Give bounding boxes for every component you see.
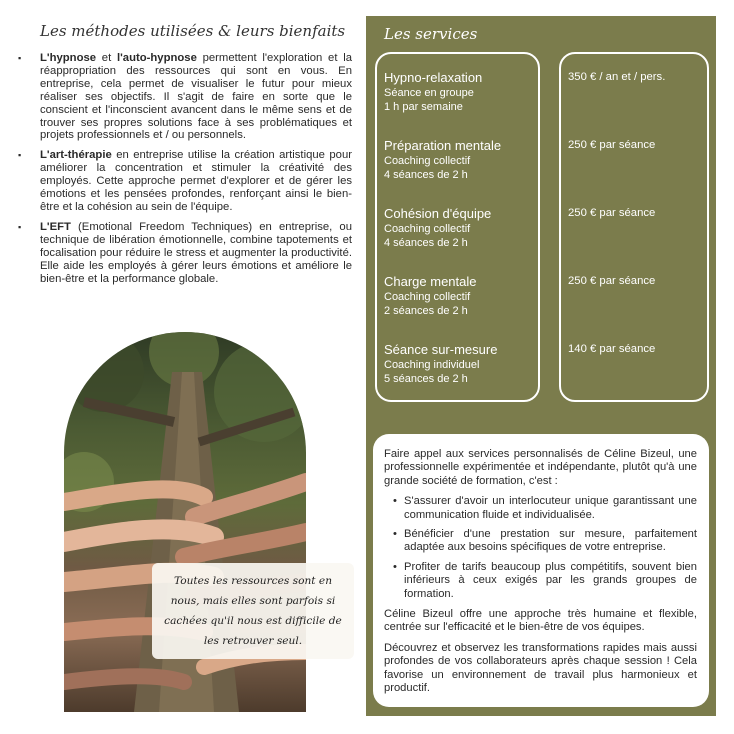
service-name: Charge mentale — [384, 274, 477, 289]
advantage-item — [384, 528, 697, 555]
method-art-therapie — [18, 149, 352, 214]
service-detail: 4 séances de 2 h — [384, 169, 468, 181]
service-detail: Coaching collectif — [384, 291, 471, 303]
service-detail: Coaching collectif — [384, 223, 471, 235]
service-detail: 5 séances de 2 h — [384, 373, 468, 385]
method-eft-text: (Emotional Freedom Techniques) en entreprise, ou technique de libération émotionnelle, combine tapotements et focalisation pour réduire le stress et augmenter la productivité. Elle aide les employés à gérer leurs émotions et améliore le bien-être et la performance globale. — [40, 220, 352, 285]
method-art-therapie-label: L'art-thérapie — [40, 149, 112, 162]
advantages-intro: Faire appel aux services personnalisés de Céline Bizeul, une professionnelle expérimentée et indépendante, plutôt qu'à une grande société de formation, c'est : — [384, 448, 697, 487]
advantage-item — [384, 561, 697, 601]
service-sur-mesure — [384, 342, 497, 386]
bullet-icon: ▪ — [18, 150, 22, 161]
service-name: Séance sur-mesure — [384, 342, 498, 357]
service-detail: Coaching collectif — [384, 155, 471, 167]
method-eft-label: L'EFT — [40, 220, 71, 233]
price-hypno-relaxation: 350 € / an et / pers. — [568, 71, 666, 83]
advantage-item — [384, 495, 697, 522]
quote-card — [152, 563, 354, 659]
method-art-therapie-text: en entreprise utilise la création artistique pour améliorer la concentration et stimuler la créativité des employés. Cette approche permet d'explorer et de gérer les émotions et les pensées profondes, renforçant ainsi le bien-être et la cohésion au sein de l'équipe. — [40, 149, 352, 213]
method-eft — [18, 221, 352, 286]
advantage-text: Bénéficier d'une prestation sur mesure, parfaitement adaptée aux besoins spécifiques de votre entreprise. — [404, 528, 697, 554]
bullet-icon: ▪ — [18, 221, 22, 232]
service-cohesion-equipe — [384, 206, 491, 250]
service-preparation-mentale — [384, 138, 501, 182]
bullet-icon: • — [393, 495, 397, 508]
advantages-card — [373, 434, 709, 707]
method-autohypnose-label: l'auto-hypnose — [116, 52, 197, 64]
service-hypno-relaxation — [384, 70, 482, 114]
method-hypnose-label: L'hypnose — [40, 52, 97, 64]
service-name: Cohésion d'équipe — [384, 206, 492, 221]
advantage-text: Profiter de tarifs beaucoup plus compétitifs, souvent bien inférieurs à ceux exigés par les grands groupes de formation. — [404, 560, 697, 600]
methods-list — [18, 52, 352, 292]
service-detail: 2 séances de 2 h — [384, 305, 468, 317]
price-preparation-mentale: 250 € par séance — [568, 139, 656, 151]
service-charge-mentale — [384, 274, 477, 318]
discover-paragraph: Découvrez et observez les transformations rapides mais aussi profondes de vos collaborateurs après chaque session ! Cela favorise un environnement de travail plus harmonieux et productif. — [384, 641, 697, 695]
methods-title: Les méthodes utilisées & leurs bienfaits — [40, 22, 346, 40]
bullet-icon: • — [393, 528, 397, 541]
price-charge-mentale: 250 € par séance — [568, 275, 656, 287]
approach-paragraph: Céline Bizeul offre une approche très humaine et flexible, centrée sur l'efficacité et le bien-être de vos équipes. — [384, 608, 697, 634]
bullet-icon: • — [393, 560, 397, 573]
price-sur-mesure: 140 € par séance — [568, 343, 656, 355]
advantages-list — [384, 495, 697, 601]
method-hypnose — [18, 52, 352, 142]
service-detail: 4 séances de 2 h — [384, 237, 468, 249]
service-detail: Coaching individuel — [384, 359, 480, 371]
service-name: Hypno-relaxation — [384, 70, 483, 85]
price-cohesion-equipe: 250 € par séance — [568, 207, 656, 219]
service-detail: Séance en groupe — [384, 87, 474, 99]
advantage-text: S'assurer d'avoir un interlocuteur unique garantissant une communication fluide et individualisée. — [404, 495, 697, 521]
services-title: Les services — [384, 25, 478, 43]
quote-text: Toutes les ressources sont en nous, mais elles sont parfois si cachées qu'il nous est difficile de les retrouver seul. — [164, 575, 342, 647]
method-hypnose-text: permettent l'exploration et la réappropriation des ressources qui sont en vous. En entreprise, cela permet de visualiser le futur pour mieux réaliser ses objectifs. Il s'agit de faire en sorte que le conscient et l'inconscient avancent dans le même sens et de trouver ses propres solutions face à ses problématiques et projets professionnels et / ou personnels. — [40, 52, 352, 142]
service-detail: 1 h par semaine — [384, 101, 463, 113]
method-hypnose-connector: et — [96, 52, 117, 64]
bullet-icon: ▪ — [18, 53, 22, 63]
service-name: Préparation mentale — [384, 138, 502, 153]
